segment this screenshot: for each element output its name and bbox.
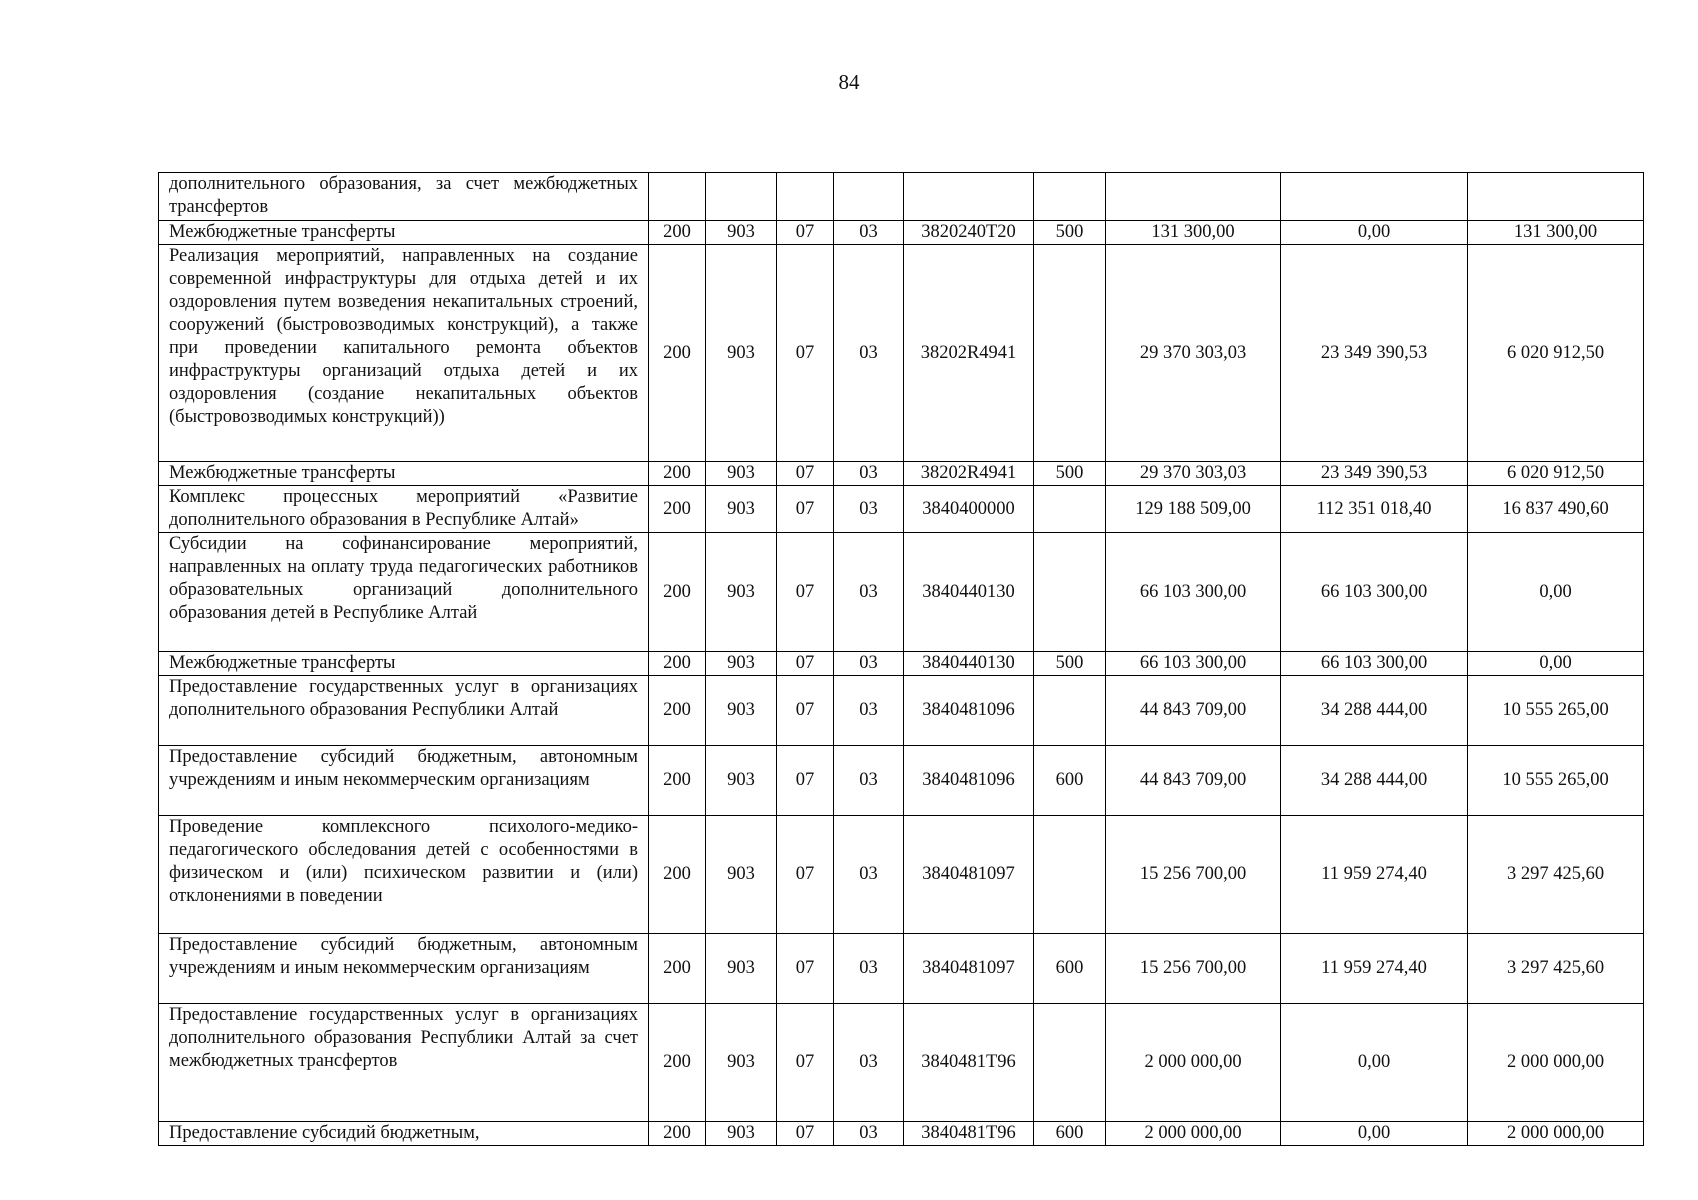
cell-csr: 3840481096: [904, 676, 1034, 746]
cell-fed: 0,00: [1281, 1004, 1468, 1122]
cell-total: 15 256 700,00: [1106, 934, 1281, 1004]
cell-rz: 07: [777, 486, 834, 533]
cell-vr: [1034, 173, 1106, 221]
cell-ved: 903: [706, 652, 777, 676]
cell-total: 44 843 709,00: [1106, 676, 1281, 746]
budget-table: [158, 172, 1644, 1146]
cell-gr: 200: [649, 1122, 706, 1146]
cell-csr: 3840440130: [904, 533, 1034, 652]
cell-reg: 131 300,00: [1468, 221, 1644, 245]
cell-fed: 34 288 444,00: [1281, 676, 1468, 746]
cell-csr: 3840481Т96: [904, 1122, 1034, 1146]
cell-rz: 07: [777, 652, 834, 676]
cell-pr: 03: [834, 533, 904, 652]
cell-name: Проведение комплексного психолого-медико-педагогического обследования детей с особенностями в физическом и (или) психическом развитии и (или) отклонениями в поведении: [159, 816, 649, 934]
cell-name: Предоставление государственных услуг в организациях дополнительного образования Республики Алтай за счет межбюджетных трансфертов: [159, 1004, 649, 1122]
cell-name: Комплекс процессных мероприятий «Развитие дополнительного образования в Республике Алтай»: [159, 486, 649, 533]
cell-csr: 3840440130: [904, 652, 1034, 676]
cell-name: Субсидии на софинансирование мероприятий, направленных на оплату труда педагогических работников образовательных организаций дополнительного образования детей в Республике Алтай: [159, 533, 649, 652]
cell-fed: 23 349 390,53: [1281, 245, 1468, 462]
cell-fed: 112 351 018,40: [1281, 486, 1468, 533]
cell-pr: 03: [834, 816, 904, 934]
table-row: [159, 934, 1644, 1004]
cell-gr: 200: [649, 652, 706, 676]
cell-rz: 07: [777, 676, 834, 746]
cell-rz: 07: [777, 1122, 834, 1146]
cell-fed: [1281, 173, 1468, 221]
cell-pr: 03: [834, 652, 904, 676]
cell-csr: 3840481096: [904, 746, 1034, 816]
cell-pr: 03: [834, 1122, 904, 1146]
cell-csr: 38202R4941: [904, 462, 1034, 486]
cell-csr: 3840400000: [904, 486, 1034, 533]
cell-reg: 3 297 425,60: [1468, 934, 1644, 1004]
cell-vr: [1034, 816, 1106, 934]
cell-fed: 0,00: [1281, 1122, 1468, 1146]
cell-csr: 3840481097: [904, 934, 1034, 1004]
cell-total: 29 370 303,03: [1106, 245, 1281, 462]
cell-vr: 500: [1034, 652, 1106, 676]
cell-name: дополнительного образования, за счет межбюджетных трансфертов: [159, 173, 649, 221]
table-row: [159, 462, 1644, 486]
cell-reg: 6 020 912,50: [1468, 245, 1644, 462]
cell-gr: 200: [649, 746, 706, 816]
table-row: [159, 533, 1644, 652]
cell-pr: 03: [834, 934, 904, 1004]
cell-vr: 600: [1034, 746, 1106, 816]
cell-gr: 200: [649, 934, 706, 1004]
cell-gr: 200: [649, 816, 706, 934]
cell-pr: 03: [834, 462, 904, 486]
cell-fed: 0,00: [1281, 221, 1468, 245]
cell-vr: [1034, 1004, 1106, 1122]
table-row: [159, 1122, 1644, 1146]
table-row: [159, 676, 1644, 746]
cell-name: Межбюджетные трансферты: [159, 462, 649, 486]
cell-ved: 903: [706, 245, 777, 462]
table-row: [159, 746, 1644, 816]
cell-total: 29 370 303,03: [1106, 462, 1281, 486]
cell-reg: 10 555 265,00: [1468, 676, 1644, 746]
table-body: [159, 173, 1644, 1146]
cell-name: Реализация мероприятий, направленных на создание современной инфраструктуры для отдыха детей и их оздоровления путем возведения некапитальных строений, сооружений (быстровозводимых конструкций), а также при проведении капитального ремонта объектов инфраструктуры организаций отдыха детей и их оздоровления (создание некапитальных объектов (быстровозводимых конструкций)): [159, 245, 649, 462]
cell-total: 2 000 000,00: [1106, 1004, 1281, 1122]
cell-ved: 903: [706, 676, 777, 746]
cell-ved: 903: [706, 934, 777, 1004]
cell-csr: 3840481097: [904, 816, 1034, 934]
cell-total: 66 103 300,00: [1106, 533, 1281, 652]
cell-rz: 07: [777, 746, 834, 816]
cell-rz: 07: [777, 221, 834, 245]
cell-gr: 200: [649, 486, 706, 533]
cell-gr: 200: [649, 221, 706, 245]
cell-reg: 10 555 265,00: [1468, 746, 1644, 816]
page-number: 84: [838, 70, 860, 94]
cell-reg: [1468, 173, 1644, 221]
cell-rz: 07: [777, 816, 834, 934]
cell-reg: 6 020 912,50: [1468, 462, 1644, 486]
cell-total: 131 300,00: [1106, 221, 1281, 245]
table-row: [159, 486, 1644, 533]
cell-fed: 66 103 300,00: [1281, 652, 1468, 676]
cell-name: Предоставление государственных услуг в организациях дополнительного образования Республики Алтай: [159, 676, 649, 746]
cell-ved: 903: [706, 1122, 777, 1146]
cell-name: Межбюджетные трансферты: [159, 652, 649, 676]
cell-gr: 200: [649, 676, 706, 746]
cell-csr: 3840481Т96: [904, 1004, 1034, 1122]
cell-reg: 0,00: [1468, 533, 1644, 652]
cell-total: 44 843 709,00: [1106, 746, 1281, 816]
cell-pr: [834, 173, 904, 221]
cell-pr: 03: [834, 746, 904, 816]
cell-total: 2 000 000,00: [1106, 1122, 1281, 1146]
cell-fed: 66 103 300,00: [1281, 533, 1468, 652]
cell-gr: 200: [649, 1004, 706, 1122]
cell-vr: [1034, 676, 1106, 746]
table-row: [159, 816, 1644, 934]
cell-pr: 03: [834, 221, 904, 245]
cell-vr: [1034, 533, 1106, 652]
cell-ved: 903: [706, 486, 777, 533]
cell-total: 66 103 300,00: [1106, 652, 1281, 676]
cell-rz: 07: [777, 462, 834, 486]
cell-fed: 11 959 274,40: [1281, 934, 1468, 1004]
cell-vr: 600: [1034, 1122, 1106, 1146]
cell-csr: 38202R4941: [904, 245, 1034, 462]
cell-vr: 600: [1034, 934, 1106, 1004]
cell-rz: 07: [777, 934, 834, 1004]
cell-fed: 11 959 274,40: [1281, 816, 1468, 934]
cell-csr: 3820240Т20: [904, 221, 1034, 245]
cell-rz: 07: [777, 245, 834, 462]
cell-gr: [649, 173, 706, 221]
cell-vr: [1034, 486, 1106, 533]
cell-rz: 07: [777, 1004, 834, 1122]
cell-ved: 903: [706, 746, 777, 816]
table-row: [159, 652, 1644, 676]
cell-gr: 200: [649, 245, 706, 462]
cell-rz: [777, 173, 834, 221]
cell-name: Предоставление субсидий бюджетным,: [159, 1122, 649, 1146]
table-row: [159, 1004, 1644, 1122]
cell-pr: 03: [834, 676, 904, 746]
cell-vr: 500: [1034, 221, 1106, 245]
cell-ved: 903: [706, 533, 777, 652]
cell-reg: 16 837 490,60: [1468, 486, 1644, 533]
cell-reg: 0,00: [1468, 652, 1644, 676]
cell-vr: [1034, 245, 1106, 462]
table-row: [159, 221, 1644, 245]
cell-total: 15 256 700,00: [1106, 816, 1281, 934]
cell-ved: 903: [706, 816, 777, 934]
cell-pr: 03: [834, 1004, 904, 1122]
cell-gr: 200: [649, 533, 706, 652]
cell-reg: 2 000 000,00: [1468, 1004, 1644, 1122]
cell-fed: 34 288 444,00: [1281, 746, 1468, 816]
cell-gr: 200: [649, 462, 706, 486]
cell-total: 129 188 509,00: [1106, 486, 1281, 533]
cell-rz: 07: [777, 533, 834, 652]
cell-ved: [706, 173, 777, 221]
cell-csr: [904, 173, 1034, 221]
cell-ved: 903: [706, 1004, 777, 1122]
cell-vr: 500: [1034, 462, 1106, 486]
table-row: [159, 173, 1644, 221]
cell-name: Предоставление субсидий бюджетным, автономным учреждениям и иным некоммерческим организациям: [159, 746, 649, 816]
cell-name: Предоставление субсидий бюджетным, автономным учреждениям и иным некоммерческим организациям: [159, 934, 649, 1004]
cell-pr: 03: [834, 486, 904, 533]
cell-name: Межбюджетные трансферты: [159, 221, 649, 245]
cell-ved: 903: [706, 221, 777, 245]
table-row: [159, 245, 1644, 462]
cell-fed: 23 349 390,53: [1281, 462, 1468, 486]
cell-pr: 03: [834, 245, 904, 462]
cell-reg: 3 297 425,60: [1468, 816, 1644, 934]
cell-reg: 2 000 000,00: [1468, 1122, 1644, 1146]
cell-total: [1106, 173, 1281, 221]
cell-ved: 903: [706, 462, 777, 486]
